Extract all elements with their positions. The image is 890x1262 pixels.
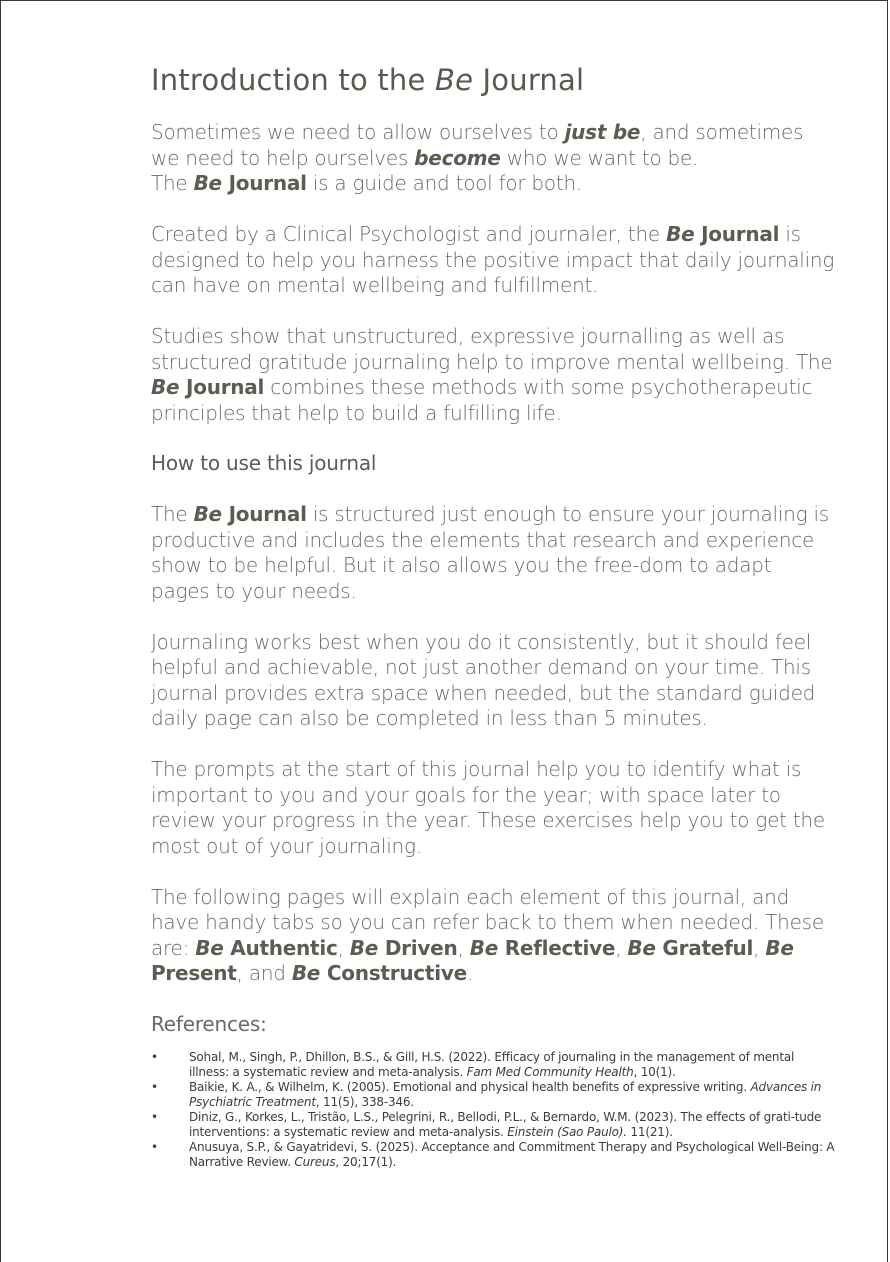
references-list: [151, 1050, 835, 1170]
section-present: Present: [151, 961, 237, 985]
brand-journal: Journal: [694, 222, 780, 246]
how-to-heading: How to use this journal: [151, 451, 377, 475]
paragraph-created-by: [151, 222, 835, 299]
reference-tail: 11(21).: [626, 1124, 673, 1139]
brand-be: Be: [349, 935, 379, 960]
brand-journal: Journal: [179, 375, 265, 399]
separator: .: [466, 961, 474, 985]
references-heading: References:: [151, 1011, 267, 1036]
paragraph-sections: [151, 885, 835, 987]
section-grateful: Grateful: [655, 935, 754, 960]
reference-tail: , 11(5), 338-346.: [315, 1094, 414, 1109]
title-text-end: Journal: [473, 63, 585, 97]
section-reflective: Reflective: [498, 935, 616, 960]
reference-journal: Advances in Psychiatric Treatment: [189, 1079, 822, 1109]
brand-journal: Journal: [221, 171, 307, 195]
paragraph-text: combines these methods with some psychotherapeutic principles that help to build a fulfilling life.: [151, 375, 813, 425]
brand-be: Be: [291, 961, 321, 985]
intro-text: Sometimes we need to allow ourselves to: [151, 120, 565, 144]
paragraph-prompts: The prompts at the start of this journal help you to identify what is important to you and your goals for the year; with space later to review your progress in the year. These exercises help you to get the most out of your journaling.: [151, 757, 825, 858]
emphasis-become: become: [414, 145, 501, 170]
brand-be: Be: [193, 502, 222, 526]
separator: , and: [236, 961, 292, 985]
brand-be: Be: [195, 935, 224, 960]
reference-journal: Fam Med Community Health: [466, 1064, 634, 1079]
paragraph-studies: [151, 324, 835, 426]
paragraph-consistency: Journaling works best when you do it consistently, but it should feel helpful and achievable, not just another demand on your time. This journal provides extra space when needed, but the standard guided daily page can also be completed in less than 5 minutes.: [151, 629, 816, 730]
title-text: Introduction to the: [151, 63, 435, 97]
reference-text: Baikie, K. A., & Wilhelm, K. (2005). Emotional and physical health benefits of expressive writing.: [189, 1079, 751, 1094]
reference-tail: , 10(1).: [633, 1064, 676, 1079]
paragraph-structure: [151, 502, 835, 604]
brand-be: Be: [469, 935, 499, 960]
bullet-icon: •: [151, 1049, 158, 1064]
section-driven: Driven: [378, 935, 458, 960]
reference-item: [151, 1050, 835, 1080]
brand-journal: Journal: [221, 502, 307, 526]
separator: ,: [457, 935, 470, 960]
brand-be: Be: [193, 171, 222, 195]
page-content: [151, 61, 835, 1170]
reference-text: Diniz, G., Korkes, L., Tristão, L.S., Pelegrini, R., Bellodi, P.L., & Bernardo, W.M. (2023). The effects of grati-tude interventions: a systematic review and meta-analysis.: [189, 1109, 822, 1139]
reference-item: [151, 1080, 835, 1110]
bullet-icon: •: [151, 1079, 158, 1094]
intro-text: is a guide and tool for both.: [306, 171, 582, 195]
paragraph-text: is structured just enough to ensure your journaling is productive and includes the elements that research and experience show to be helpful. But it also allows you the free-dom to adapt pages to your needs.: [151, 502, 829, 603]
page-title: [151, 61, 835, 99]
reference-text: Anusuya, S.P., & Gayatridevi, S. (2025). Acceptance and Commitment Therapy and Psychological Well-Being: A Narrative Review.: [189, 1139, 835, 1169]
paragraph-text: The: [151, 502, 194, 526]
bullet-icon: •: [151, 1109, 158, 1124]
reference-tail: , 20;17(1).: [335, 1154, 397, 1169]
reference-item: [151, 1140, 835, 1170]
paragraph-text: Studies show that unstructured, expressive journalling as well as structured gratitude journaling help to improve mental wellbeing. The: [151, 324, 833, 374]
title-be: Be: [434, 63, 474, 97]
brand-be: Be: [765, 935, 794, 960]
reference-journal: Cureus: [294, 1154, 336, 1169]
separator: ,: [615, 935, 628, 960]
brand-be: Be: [627, 935, 656, 960]
paragraph-text: The following pages will explain each element of this journal, and have handy tabs so you can refer back to them when needed. These are:: [151, 884, 824, 960]
paragraph-text: Created by a Clinical Psychologist and journaler, the: [151, 222, 667, 246]
separator: ,: [337, 935, 350, 960]
brand-be: Be: [151, 375, 180, 399]
separator: ,: [753, 935, 766, 960]
intro-text: The: [151, 171, 194, 195]
reference-text: Sohal, M., Singh, P., Dhillon, B.S., & Gill, H.S. (2022). Efficacy of journaling in the management of mental illness: a systematic review and meta-analysis.: [189, 1049, 795, 1079]
reference-item: [151, 1110, 835, 1140]
intro-text: , and sometimes we need to help ourselves: [151, 120, 804, 170]
intro-text: who we want to be.: [500, 145, 699, 170]
section-constructive: Constructive: [320, 961, 467, 985]
paragraph-text: is designed to help you harness the positive impact that daily journaling can have on mental wellbeing and fulfillment.: [151, 222, 835, 297]
intro-paragraph: [151, 120, 835, 197]
emphasis-just-be: just be: [564, 120, 641, 144]
brand-be: Be: [666, 222, 695, 246]
reference-journal: Einstein (Sao Paulo).: [507, 1124, 627, 1139]
bullet-icon: •: [151, 1139, 158, 1154]
section-authentic: Authentic: [223, 935, 338, 960]
